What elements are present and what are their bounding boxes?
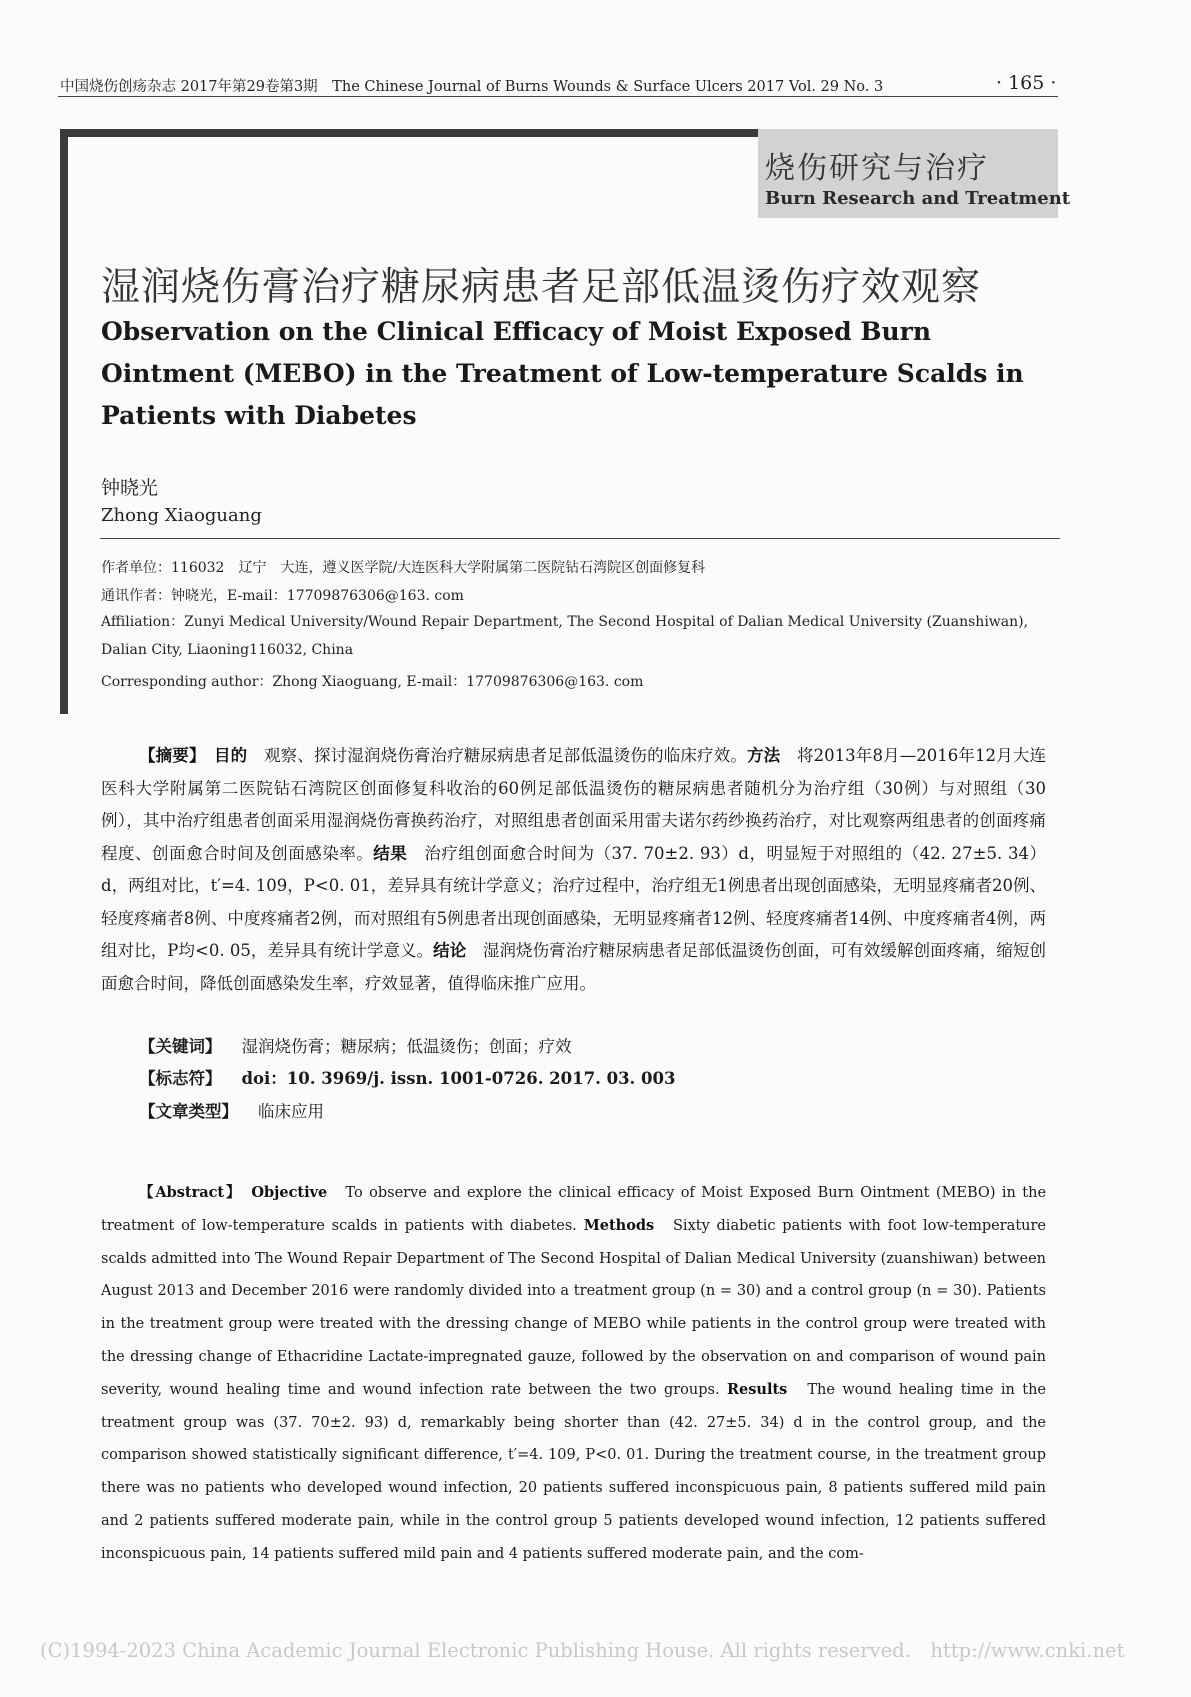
abstract-en-label: 【Abstract】 [139, 1184, 236, 1201]
objective-cn-label: 目的 [214, 746, 248, 765]
abstract-en [101, 1177, 1046, 1571]
results-en-text: The wound healing time in the treatment group was (37. 70±2. 93) d, remarkably being shorter than (42. 27±5. 34) d in the control group, and the comparison showed statistically significant difference, t′=4. 109, P<0. 01. During the treatment course, in the treatment group there was no patients who developed wound infection, 20 patients suffered inconspicuous pain, 8 patients suffered mild pain and 2 patients suffered moderate pain, while in the control group 5 patients developed wound infection, 12 patients suffered inconspicuous pain, 14 patients suffered mild pain and 4 patients suffered moderate pain, and the com- [101, 1381, 1047, 1562]
affiliation-cn [101, 557, 705, 577]
page-number: · 165 · [996, 72, 1057, 94]
methods-en-text: Sixty diabetic patients with foot low-temperature scalds admitted into The Wound Repair Department of The Second Hospital of Dalian Medical University (zuanshiwan) between August 2013 and December 2016 were randomly divided into a treatment group (n = 30) and a control group (n = 30). Patients in the treatment group were treated with the dressing change of MEBO while patients in the control group were treated with the dressing change of Ethacridine Lactate-impregnated gauze, followed by the observation on and comparison of wound pain severity, wound healing time and wound infection rate between the two groups. [101, 1217, 1046, 1398]
top-accent-bar [60, 129, 760, 137]
contact-cn [101, 585, 464, 605]
keywords-value: 湿润烧伤膏；糖尿病；低温烫伤；创面；疗效 [241, 1037, 572, 1056]
corresponding-author-text: Zhong Xiaoguang, E-mail：17709876306@163. com [272, 674, 644, 690]
keywords-row [139, 1033, 572, 1057]
objective-en-label: Objective [251, 1184, 328, 1201]
article-type-row [139, 1098, 324, 1122]
methods-cn-text: 将2013年8月—2016年12月大连医科大学附属第二医院钻石湾院区创面修复科收治的60例足部低温烫伤的糖尿病患者随机分为治疗组（30例）与对照组（30例），其中治疗组患者创面采用湿润烧伤膏换药治疗，对照组患者创面采用雷夫诺尔药纱换药治疗，对比观察两组患者的创面疼痛程度、创面愈合时间及创面感染率。 [101, 746, 1047, 863]
affiliation-cn-label: 作者单位： [101, 560, 171, 576]
conclusion-cn-label: 结论 [433, 941, 467, 960]
author-name-cn: 钟晓光 [101, 477, 159, 499]
results-en-label: Results [726, 1380, 788, 1398]
affiliation-cn-text: 116032 辽宁 大连，遵义医学院/大连医科大学附属第二医院钻石湾院区创面修复科 [171, 560, 706, 576]
contact-cn-label: 通讯作者： [101, 588, 171, 604]
doi-row [139, 1065, 696, 1089]
affiliation-en-label: Affiliation： [101, 614, 185, 630]
left-accent-bar [60, 129, 68, 714]
affiliation-en [101, 608, 1031, 664]
article-title-en: Observation on the Clinical Efficacy of Moist Exposed Burn Ointment (MEBO) in the Treatment of Low-temperature Scalds in Patients with Diabetes [101, 317, 1024, 430]
author-divider [100, 538, 1060, 539]
conclusion-cn-text: 湿润烧伤膏治疗糖尿病患者足部低温烫伤创面，可有效缓解创面疼痛，缩短创面愈合时间，降低创面感染发生率，疗效显著，值得临床推广应用。 [101, 941, 1047, 993]
copyright-footer: (C)1994-2023 China Academic Journal Electronic Publishing House. All rights reserved. http://www.cnki.net [40, 1639, 1125, 1662]
methods-cn-label: 方法 [747, 746, 781, 765]
header-divider [58, 96, 1058, 97]
doi-value: doi：10. 3969/j. issn. 1001-0726. 2017. 03. 003 [241, 1069, 676, 1088]
contact-cn-text: 钟晓光，E-mail：17709876306@163. com [171, 588, 464, 604]
corresponding-author-label: Corresponding author： [101, 674, 273, 690]
article-type-label: 【文章类型】 [139, 1102, 238, 1121]
abstract-cn-label: 【摘要】 [139, 746, 198, 765]
results-cn-label: 结果 [373, 843, 408, 863]
doi-label: 【标志符】 [139, 1069, 222, 1088]
abstract-cn [101, 740, 1046, 1000]
article-title-cn: 湿润烧伤膏治疗糖尿病患者足部低温烫伤疗效观察 [101, 265, 982, 310]
results-cn-text: 治疗组创面愈合时间为（37. 70±2. 93）d，明显短于对照组的（42. 27±5. 34）d，两组对比，t′=4. 109，P<0. 01，差异具有统计学意义；治疗过程中，治疗组无1例患者出现创面感染，无明显疼痛者20例、轻度疼痛者8例、中度疼痛者2例，而对照组有5例患者出现创面感染，无明显疼痛者12例、轻度疼痛者14例、中度疼痛者4例，两组对比，P均<0. 05，差异具有统计学意义。 [101, 843, 1047, 960]
objective-en-text: To observe and explore the clinical efficacy of Moist Exposed Burn Ointment (MEBO) in the treatment of low-temperature scalds in patients with diabetes. [101, 1185, 1047, 1234]
affiliation-en-text: Zunyi Medical University/Wound Repair Department, The Second Hospital of Dalian Medical University (Zuanshiwan), Dalian City, Liaoning116032, China [101, 614, 1029, 658]
author-name-en: Zhong Xiaoguang [101, 505, 262, 526]
keywords-label: 【关键词】 [139, 1037, 222, 1056]
running-header: 中国烧伤创疡杂志 2017年第29卷第3期 The Chinese Journal of Burns Wounds & Surface Ulcers 2017 Vol. 29 No. 3 [60, 79, 884, 95]
category-cn: 烧伤研究与治疗 [765, 151, 989, 186]
corresponding-author [101, 671, 643, 691]
article-type-value: 临床应用 [258, 1102, 324, 1121]
methods-en-label: Methods [583, 1216, 655, 1234]
category-en: Burn Research and Treatment [765, 188, 1071, 209]
objective-cn-text: 观察、探讨湿润烧伤膏治疗糖尿病患者足部低温烫伤的临床疗效。 [264, 746, 748, 765]
